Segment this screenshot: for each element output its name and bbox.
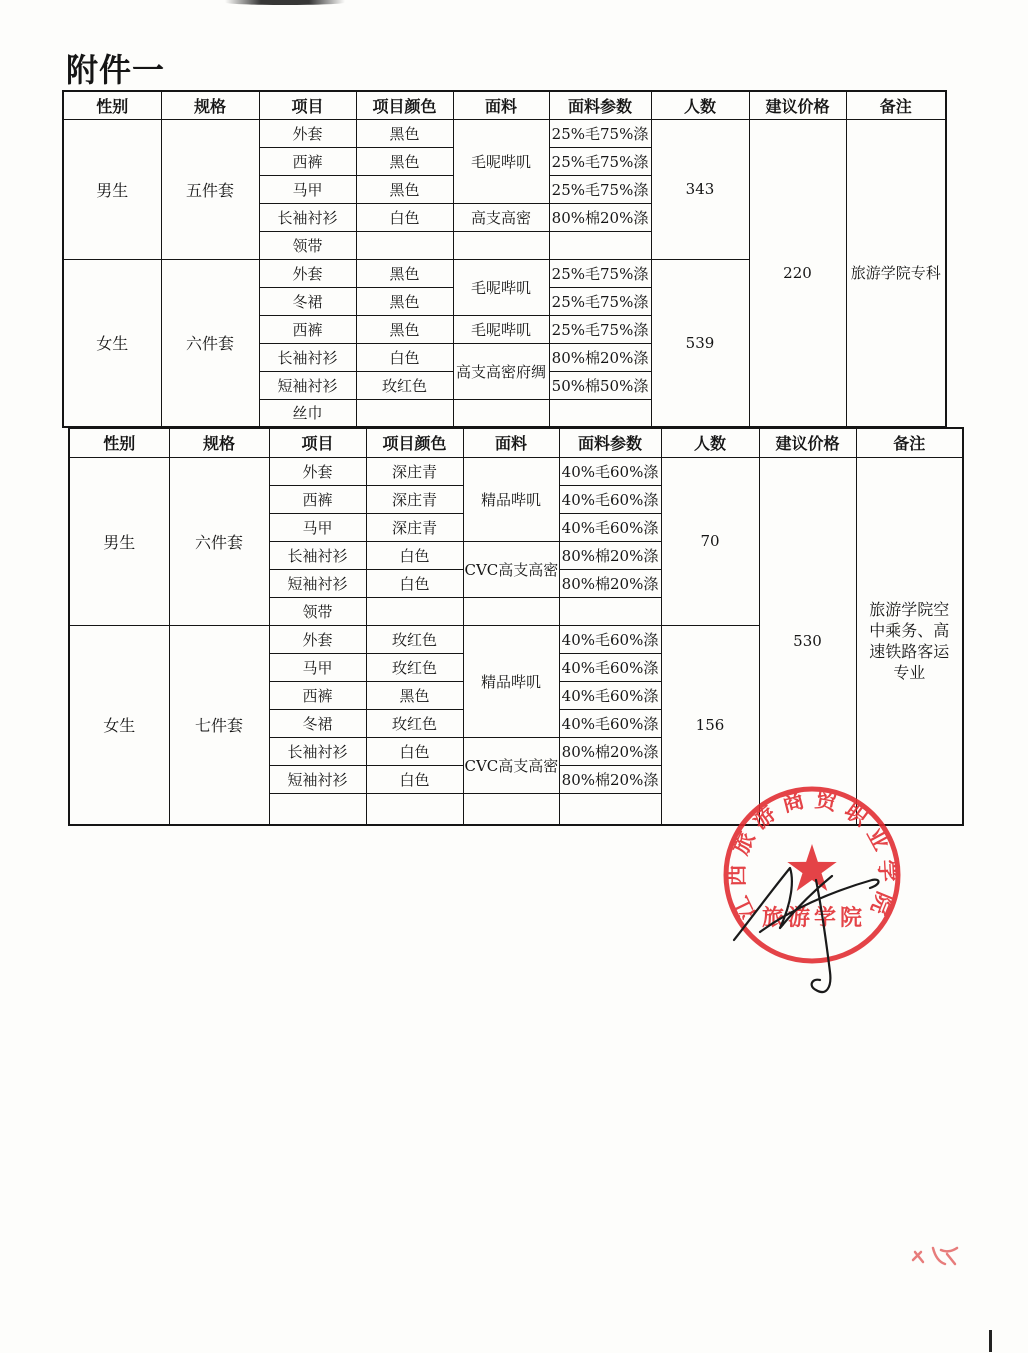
item-cell: 马甲	[259, 175, 356, 203]
fabric-param-cell: 80%棉20%涤	[549, 343, 651, 371]
count-cell: 539	[651, 259, 749, 427]
item-cell: 冬裙	[269, 709, 366, 737]
item-cell: 短袖衬衫	[269, 765, 366, 793]
spec-cell: 七件套	[169, 625, 269, 825]
header-spec: 规格	[169, 428, 269, 457]
seal-inner-text: 旅游学院	[762, 905, 862, 931]
fabric-cell: 精品哔叽	[463, 457, 559, 541]
color-cell-empty	[356, 231, 453, 259]
item-cell: 领带	[269, 597, 366, 625]
header-count: 人数	[661, 428, 759, 457]
header-row	[69, 428, 963, 457]
color-cell: 黑色	[356, 259, 453, 287]
count-cell: 70	[661, 457, 759, 625]
header-item-color: 项目颜色	[356, 91, 453, 119]
fabric-param-cell: 40%毛60%涤	[559, 513, 661, 541]
header-fabric: 面料	[463, 428, 559, 457]
color-cell: 黑色	[356, 287, 453, 315]
fabric-cell: 毛呢哔叽	[453, 119, 549, 203]
red-ink-mark	[905, 1240, 965, 1272]
item-cell: 西裤	[269, 485, 366, 513]
item-cell: 马甲	[269, 513, 366, 541]
item-cell: 长袖衬衫	[259, 203, 356, 231]
color-cell: 黑色	[356, 119, 453, 147]
header-price: 建议价格	[759, 428, 856, 457]
fabric-cell: CVC高支高密	[463, 737, 559, 793]
fabric-param-cell: 40%毛60%涤	[559, 625, 661, 653]
count-cell: 343	[651, 119, 749, 259]
color-cell: 玫红色	[356, 371, 453, 399]
header-fabric: 面料	[453, 91, 549, 119]
fabric-cell-empty	[453, 231, 549, 259]
item-cell: 外套	[269, 625, 366, 653]
item-cell: 长袖衬衫	[269, 541, 366, 569]
color-cell: 玫红色	[366, 625, 463, 653]
fabric-cell-empty	[453, 399, 549, 427]
fabric-cell: CVC高支高密	[463, 541, 559, 597]
color-cell: 白色	[356, 343, 453, 371]
fabric-cell-empty	[463, 793, 559, 825]
fabric-param-cell: 80%棉20%涤	[559, 541, 661, 569]
fabric-param-cell: 40%毛60%涤	[559, 681, 661, 709]
item-cell: 马甲	[269, 653, 366, 681]
fabric-param-cell-empty	[549, 231, 651, 259]
fabric-param-cell: 80%棉20%涤	[559, 765, 661, 793]
fabric-param-cell: 25%毛75%涤	[549, 287, 651, 315]
item-cell: 领带	[259, 231, 356, 259]
fabric-cell: 高支高密	[453, 203, 549, 231]
item-cell: 外套	[259, 259, 356, 287]
fabric-cell: 毛呢哔叽	[453, 315, 549, 343]
document-title: 附件一	[66, 51, 166, 89]
table-row	[63, 119, 946, 147]
spec-cell: 五件套	[161, 119, 259, 259]
gender-cell: 女生	[69, 625, 169, 825]
color-cell: 深庄青	[366, 485, 463, 513]
fabric-param-cell: 80%棉20%涤	[549, 203, 651, 231]
handwritten-signature	[720, 840, 895, 1005]
fabric-param-cell: 25%毛75%涤	[549, 259, 651, 287]
header-fabric-param: 面料参数	[549, 91, 651, 119]
note-cell: 旅游学院专科	[846, 119, 946, 427]
spec-cell: 六件套	[169, 457, 269, 625]
header-gender: 性别	[69, 428, 169, 457]
header-item: 项目	[259, 91, 356, 119]
fabric-param-cell: 25%毛75%涤	[549, 147, 651, 175]
item-cell-empty	[269, 793, 366, 825]
color-cell-empty	[366, 597, 463, 625]
spec-cell: 六件套	[161, 259, 259, 427]
item-cell: 丝巾	[259, 399, 356, 427]
fabric-param-cell-empty	[549, 399, 651, 427]
fabric-param-cell-empty	[559, 793, 661, 825]
fabric-param-cell: 80%棉20%涤	[559, 737, 661, 765]
item-cell: 西裤	[259, 315, 356, 343]
color-cell: 黑色	[356, 315, 453, 343]
price-cell: 530	[759, 457, 856, 825]
fabric-cell-empty	[463, 597, 559, 625]
header-price: 建议价格	[749, 91, 846, 119]
color-cell: 深庄青	[366, 457, 463, 485]
color-cell: 白色	[366, 765, 463, 793]
header-row	[63, 91, 946, 119]
item-cell: 外套	[269, 457, 366, 485]
note-cell: 旅游学院空中乘务、高速铁路客运专业	[856, 457, 963, 825]
color-cell: 深庄青	[366, 513, 463, 541]
gender-cell: 女生	[63, 259, 161, 427]
header-note: 备注	[846, 91, 946, 119]
item-cell: 短袖衬衫	[269, 569, 366, 597]
item-cell: 西裤	[269, 681, 366, 709]
color-cell: 白色	[366, 541, 463, 569]
uniform-table-2	[68, 427, 964, 826]
color-cell: 黑色	[366, 681, 463, 709]
fabric-param-cell: 25%毛75%涤	[549, 119, 651, 147]
fabric-param-cell: 40%毛60%涤	[559, 457, 661, 485]
header-fabric-param: 面料参数	[559, 428, 661, 457]
item-cell: 西裤	[259, 147, 356, 175]
gender-cell: 男生	[63, 119, 161, 259]
uniform-table-1	[62, 90, 947, 428]
item-cell: 冬裙	[259, 287, 356, 315]
item-cell: 长袖衬衫	[269, 737, 366, 765]
fabric-param-cell: 25%毛75%涤	[549, 315, 651, 343]
fabric-param-cell: 40%毛60%涤	[559, 653, 661, 681]
color-cell: 玫红色	[366, 653, 463, 681]
fabric-param-cell: 80%棉20%涤	[559, 569, 661, 597]
header-spec: 规格	[161, 91, 259, 119]
color-cell: 黑色	[356, 175, 453, 203]
price-cell: 220	[749, 119, 846, 427]
header-count: 人数	[651, 91, 749, 119]
header-item: 项目	[269, 428, 366, 457]
seal-outer-text: 江西旅游商贸职业学院	[723, 786, 901, 924]
header-note: 备注	[856, 428, 963, 457]
color-cell: 白色	[366, 569, 463, 597]
fabric-param-cell: 25%毛75%涤	[549, 175, 651, 203]
fabric-param-cell: 40%毛60%涤	[559, 709, 661, 737]
item-cell: 长袖衬衫	[259, 343, 356, 371]
fabric-param-cell-empty	[559, 597, 661, 625]
fabric-param-cell: 50%棉50%涤	[549, 371, 651, 399]
header-item-color: 项目颜色	[366, 428, 463, 457]
color-cell-empty	[366, 793, 463, 825]
color-cell: 白色	[356, 203, 453, 231]
scan-edge-line	[989, 1330, 992, 1352]
color-cell-empty	[356, 399, 453, 427]
header-gender: 性别	[63, 91, 161, 119]
item-cell: 短袖衬衫	[259, 371, 356, 399]
gender-cell: 男生	[69, 457, 169, 625]
table-row	[69, 457, 963, 485]
item-cell: 外套	[259, 119, 356, 147]
color-cell: 玫红色	[366, 709, 463, 737]
fabric-cell: 高支高密府绸	[453, 343, 549, 399]
color-cell: 黑色	[356, 147, 453, 175]
fabric-param-cell: 40%毛60%涤	[559, 485, 661, 513]
scan-edge-mark	[225, 0, 345, 5]
fabric-cell: 精品哔叽	[463, 625, 559, 737]
fabric-cell: 毛呢哔叽	[453, 259, 549, 315]
color-cell: 白色	[366, 737, 463, 765]
count-cell: 156	[661, 625, 759, 825]
